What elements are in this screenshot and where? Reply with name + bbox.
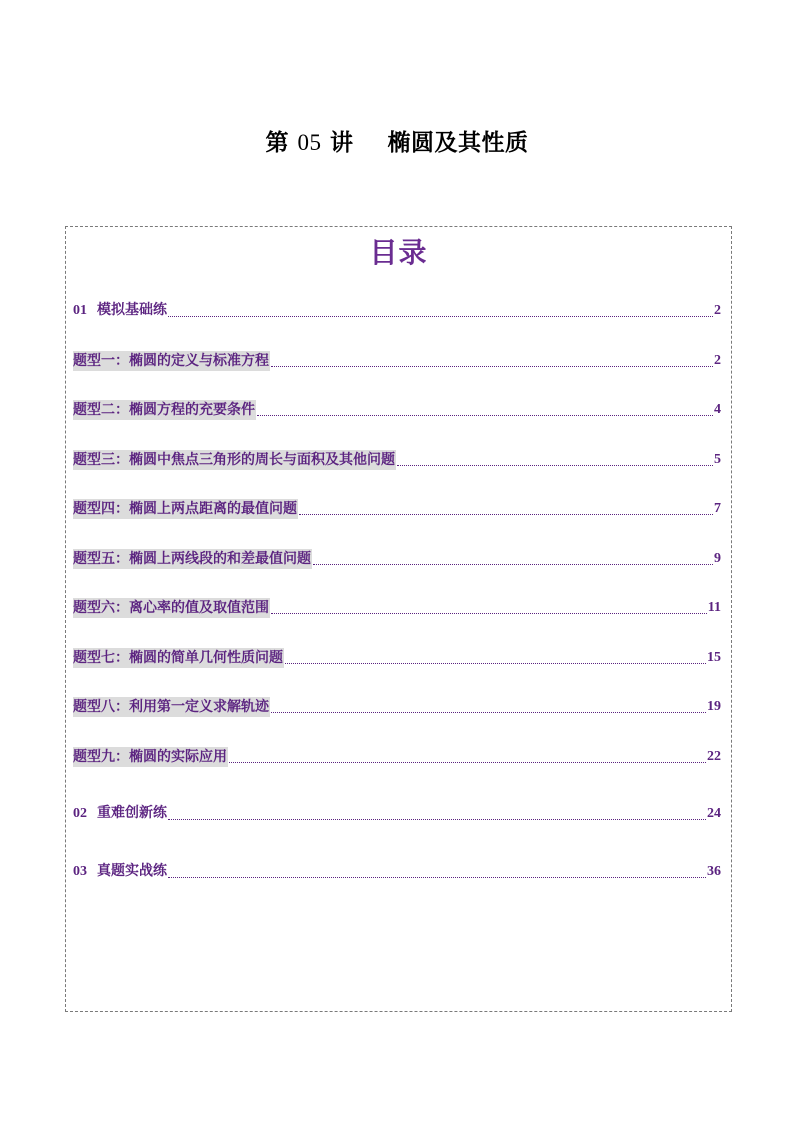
- section-number: 03: [73, 864, 87, 879]
- toc-entry-type-8[interactable]: [73, 697, 721, 717]
- title-rest: 讲 椭圆及其性质: [330, 130, 529, 156]
- toc-entry-label: 题型八：利用第一定义求解轨迹: [73, 699, 269, 715]
- toc-heading: 目录: [369, 236, 428, 269]
- toc-entry-label: 题型六：离心率的值及取值范围: [73, 600, 269, 616]
- toc-entry-type-7[interactable]: [73, 648, 721, 668]
- page-number: 9: [714, 551, 721, 566]
- page-number: 2: [714, 303, 721, 318]
- section-number: 01: [73, 303, 87, 318]
- title-prefix: 第: [265, 130, 289, 156]
- toc-entry-type-4[interactable]: [73, 499, 721, 519]
- toc-entry-label: 题型二：椭圆方程的充要条件: [73, 402, 255, 418]
- toc-entry-type-6[interactable]: [73, 598, 721, 618]
- toc-entry-type-9[interactable]: [73, 747, 721, 767]
- dot-leader: [313, 564, 713, 565]
- page-number: 36: [707, 864, 721, 879]
- page-number: 24: [707, 806, 721, 821]
- dot-leader: [271, 613, 707, 614]
- page-number: 19: [707, 699, 721, 714]
- toc-entry-label: 题型一：椭圆的定义与标准方程: [73, 353, 269, 369]
- dot-leader: [299, 514, 713, 515]
- toc-entry-label: [73, 300, 167, 321]
- page-number: 15: [707, 650, 721, 665]
- dot-leader: [271, 712, 706, 713]
- toc-entry-label: 题型九：椭圆的实际应用: [73, 749, 227, 765]
- toc-entry-type-5[interactable]: [73, 549, 721, 569]
- toc-entry-label: [73, 861, 167, 882]
- dot-leader: [271, 366, 713, 367]
- dot-leader: [229, 762, 706, 763]
- toc-entry-label: [73, 803, 167, 824]
- toc-entry-section-01[interactable]: [73, 301, 721, 321]
- page-number: 5: [714, 452, 721, 467]
- toc-entry-label: 题型七：椭圆的简单几何性质问题: [73, 650, 283, 666]
- toc-entry-section-02[interactable]: [73, 804, 721, 824]
- page-number: 7: [714, 501, 721, 516]
- page-number: 11: [707, 600, 721, 615]
- dot-leader: [397, 465, 713, 466]
- toc-entry-type-2[interactable]: [73, 400, 721, 420]
- toc-entry-type-3[interactable]: [73, 450, 721, 470]
- toc-entry-label: 题型三：椭圆中焦点三角形的周长与面积及其他问题: [73, 452, 395, 468]
- dot-leader: [257, 415, 713, 416]
- dot-leader: [285, 663, 706, 664]
- table-of-contents: [65, 226, 732, 1012]
- dot-leader: [168, 316, 713, 317]
- toc-entry-label: 题型四：椭圆上两点距离的最值问题: [73, 501, 297, 517]
- dot-leader: [168, 819, 706, 820]
- toc-entry-type-1[interactable]: [73, 351, 721, 371]
- section-number: 02: [73, 806, 87, 821]
- section-title: 重难创新练: [97, 805, 167, 821]
- section-title: 模拟基础练: [97, 302, 167, 318]
- document-title: [0, 124, 794, 157]
- dot-leader: [168, 877, 706, 878]
- page-number: 4: [714, 402, 721, 417]
- toc-entry-section-03[interactable]: [73, 862, 721, 882]
- toc-entry-label: 题型五：椭圆上两线段的和差最值问题: [73, 551, 311, 567]
- page-number: 22: [707, 749, 721, 764]
- page-number: 2: [714, 353, 721, 368]
- title-number: 05: [297, 130, 322, 155]
- section-title: 真题实战练: [97, 863, 167, 879]
